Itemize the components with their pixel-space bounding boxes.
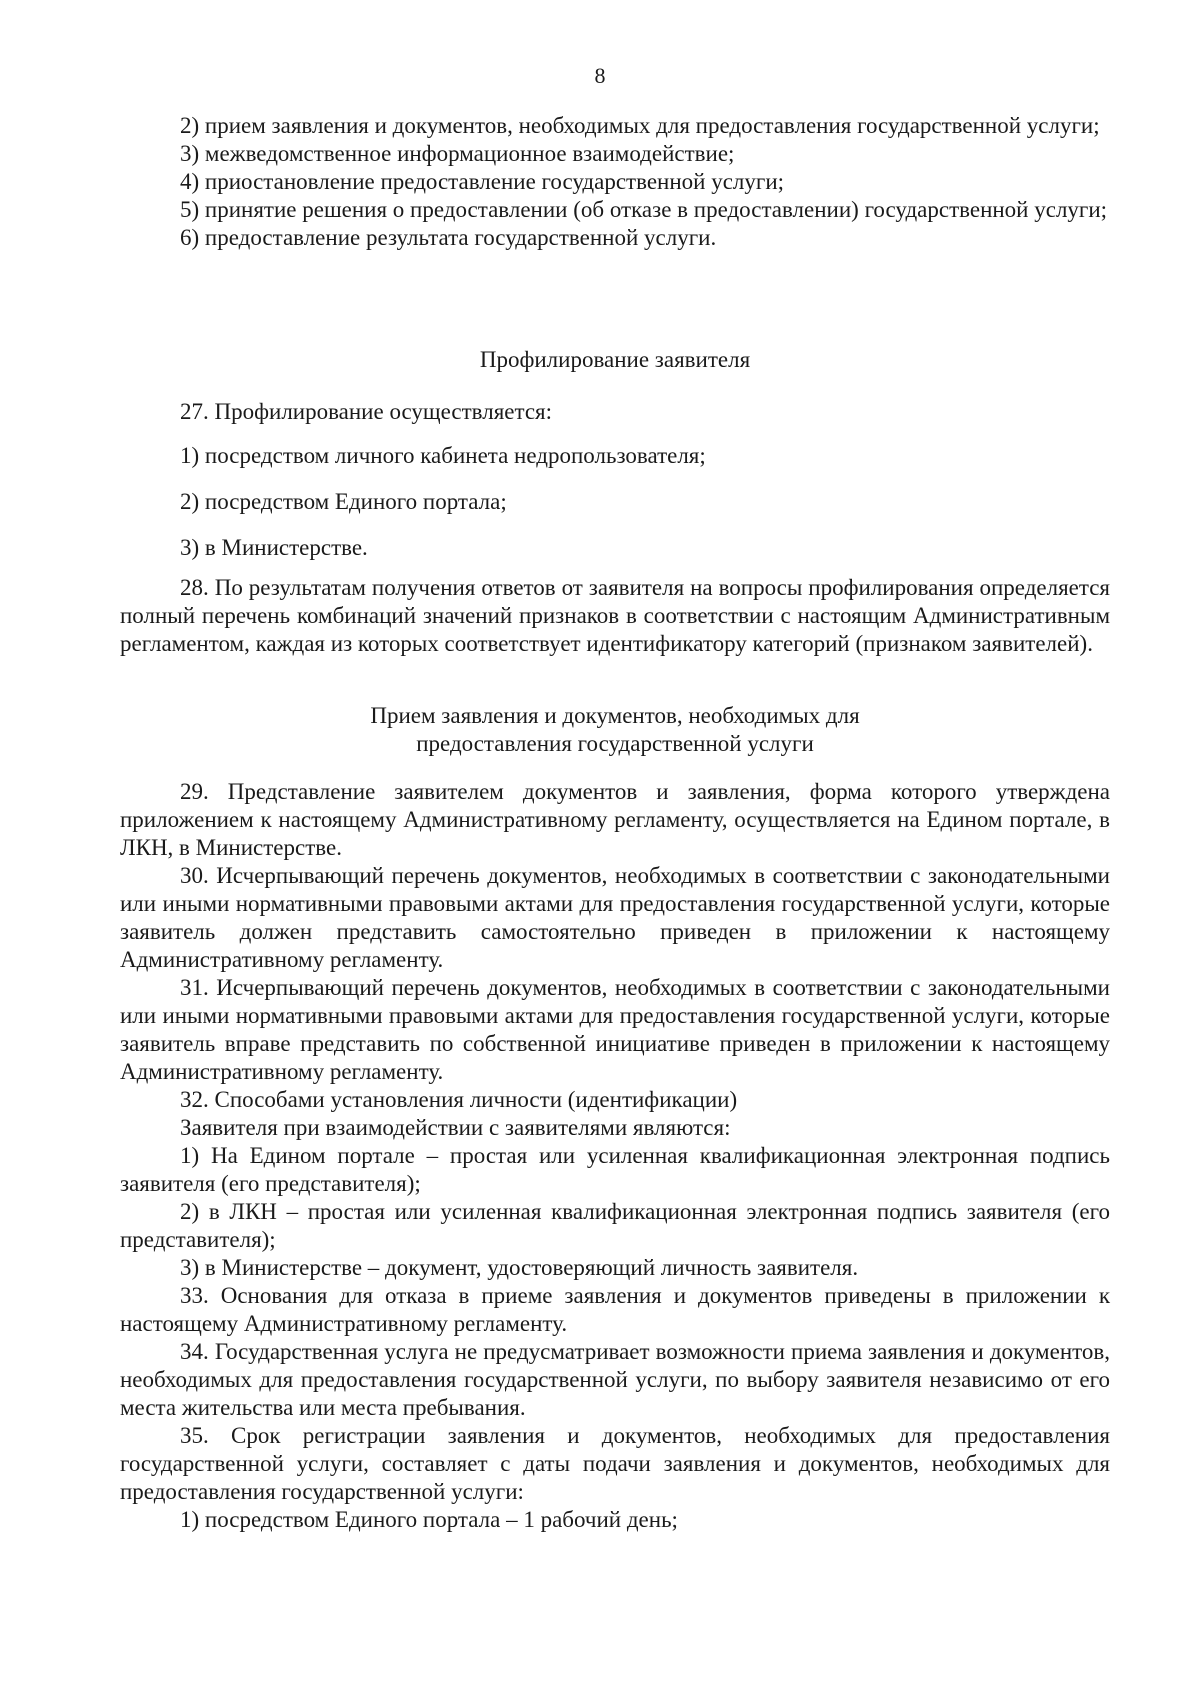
paragraph-30: 30. Исчерпывающий перечень документов, необходимых в соответствии с законодательными или иными нормативными правовыми актами для предоставления государственной услуги, которые заявитель должен представить самостоятельно приведен в приложении к настоящему Административному регламенту.	[120, 863, 1110, 972]
step-item: 3) межведомственное информационное взаимодействие;	[180, 141, 735, 166]
step-item: 4) приостановление предоставление государственной услуги;	[180, 169, 785, 194]
step-item: 6) предоставление результата государственной услуги.	[180, 225, 717, 250]
list-item: 2) в ЛКН – простая или усиленная квалификационная электронная подпись заявителя (его представителя);	[120, 1199, 1110, 1252]
steps-list	[120, 112, 1110, 252]
paragraph-33: 33. Основания для отказа в приеме заявления и документов приведены в приложении к настоящему Административному регламенту.	[120, 1283, 1110, 1336]
paragraph-32: 32. Способами установления личности (идентификации)	[180, 1087, 738, 1112]
reception-body	[120, 778, 1110, 1534]
section-title-line: предоставления государственной услуги	[416, 731, 814, 756]
step-item: 5) принятие решения о предоставлении (об отказе в предоставлении) государственной услуги;	[180, 197, 1108, 222]
section-title-profiling: Профилирование заявителя	[479, 347, 751, 372]
list-item: 1) посредством Единого портала – 1 рабочий день;	[180, 1507, 678, 1532]
list-item: 3) в Министерстве – документ, удостоверяющий личность заявителя.	[180, 1255, 859, 1280]
page-number: 8	[594, 63, 606, 88]
list-item: 2) посредством Единого портала;	[180, 489, 507, 514]
section-title-line: Прием заявления и документов, необходимых для	[370, 703, 860, 728]
paragraph-35: 35. Срок регистрации заявления и документов, необходимых для предоставления государственной услуги, составляет с даты подачи заявления и документов, необходимых для предоставления государственной услуги:	[120, 1423, 1110, 1504]
list-item: 1) посредством личного кабинета недропользователя;	[180, 443, 706, 468]
paragraph-27: 27. Профилирование осуществляется:	[180, 399, 553, 424]
step-item: 2) прием заявления и документов, необходимых для предоставления государственной услуги;	[180, 113, 1100, 138]
list-item: 3) в Министерстве.	[180, 535, 368, 560]
section-title-reception	[120, 702, 1110, 758]
paragraph-28: 28. По результатам получения ответов от заявителя на вопросы профилирования определяется полный перечень комбинаций значений признаков в соответствии с настоящим Административным регламентом, каждая из которых соответствует идентификатору категорий (признаком заявителей).	[120, 575, 1110, 656]
paragraph-32-cont: Заявителя при взаимодействии с заявителями являются:	[180, 1115, 731, 1140]
paragraph-34: 34. Государственная услуга не предусматривает возможности приема заявления и документов, необходимых для предоставления государственной услуги, по выбору заявителя независимо от его места жительства или места пребывания.	[120, 1339, 1110, 1420]
paragraph-29: 29. Представление заявителем документов и заявления, форма которого утверждена приложением к настоящему Административному регламенту, осуществляется на Едином портале, в ЛКН, в Министерстве.	[120, 779, 1110, 860]
paragraph-31: 31. Исчерпывающий перечень документов, необходимых в соответствии с законодательными или иными нормативными правовыми актами для предоставления государственной услуги, которые заявитель вправе представить по собственной инициативе приведен в приложении к настоящему Административному регламенту.	[120, 975, 1110, 1084]
list-item: 1) На Едином портале – простая или усиленная квалификационная электронная подпись заявителя (его представителя);	[120, 1143, 1110, 1196]
